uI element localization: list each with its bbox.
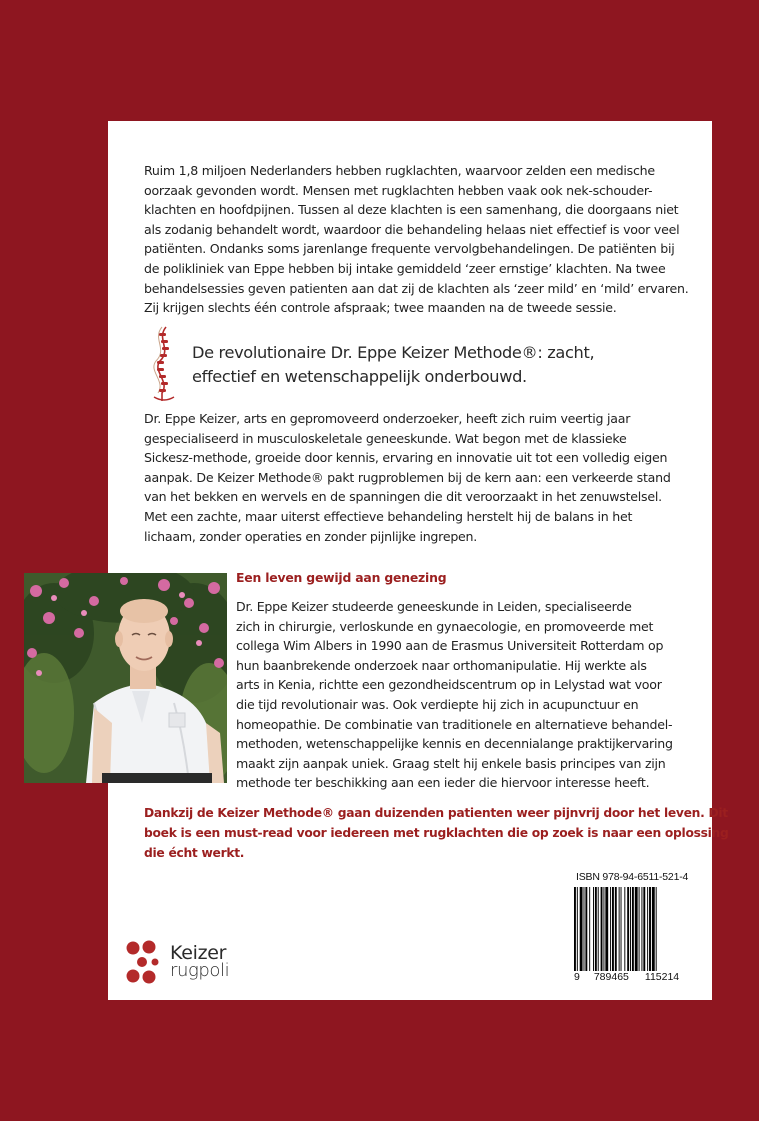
spine-icon [148,325,180,405]
barcode-bar [656,887,657,975]
bio-heading: Een leven gewijd aan genezing [236,570,447,585]
bio-line: methoden, wetenschappelijke kennis en decennialange praktijkervaring [236,736,673,752]
barcode-bar [612,887,614,975]
intro-line: als zodanig behandelt wordt, waardoor die behandeling helaas niet effectief is voor veel [144,221,680,237]
barcode-bar [574,887,576,975]
barcode-bar [649,887,651,975]
bio-line: hun baanbrekende onderzoek naar orthomanipulatie. Hij werkte als [236,657,647,673]
barcode-digits-left: 789465 [593,971,629,983]
barcode-bar [585,887,587,975]
quote-line: De revolutionaire Dr. Eppe Keizer Methode®: zacht, [192,343,595,362]
barcode-bar [580,887,583,975]
barcode-bar [595,887,597,975]
barcode-bar [630,887,631,975]
barcode-bar [593,887,594,975]
barcode-bar [615,887,617,975]
intro-line: Ruim 1,8 miljoen Nederlanders hebben rugklachten, waarvoor zelden een medische [144,163,655,178]
barcode-bar [603,887,604,975]
intro-line: de polikliniek van Eppe hebben bij intake gemiddeld ‘zeer ernstige’ klachten. Na twee [144,260,666,276]
white-text-panel [108,121,729,1000]
method-paragraph [144,409,671,546]
intro-line: behandelsessies geven patienten aan dat zij de klachten als ‘zeer mild’ en ‘mild’ ervaren. [144,280,689,296]
logo-sub: rugpoli [170,960,230,981]
barcode-bar [652,887,655,975]
keizer-rugpoli-logo [124,939,284,987]
intro-paragraph [144,161,688,318]
barcode-digits [574,971,684,983]
bio-line: arts in Kenia, richtte een gezondheidscentrum op in Lelystad wat voor [236,677,662,693]
method-line: Met een zachte, maar uiterst effectieve behandeling herstelt hij de balans in het [144,508,633,524]
method-line: aanpak. De Keizer Methode® pakt rugproblemen bij de kern aan: een verkeerde stand [144,469,671,485]
method-line: gespecialiseerd in musculoskeletale geneeskunde. Wat begon met de klassieke [144,430,627,446]
barcode-digits-right: 115214 [644,971,680,983]
closing-line: die écht werkt. [144,846,245,860]
barcode-bar [621,887,622,975]
logo-name: Keizer [170,942,227,964]
bio-line: Dr. Eppe Keizer studeerde geneeskunde in Leiden, specialiseerde [236,599,632,614]
bio-line: methode ter beschikking aan een ieder die hiervoor interesse heeft. [236,775,650,791]
method-line: Sickesz-methode, groeide door kennis, ervaring en innovatie uit tot een volledig eigen [144,450,668,466]
bio-line: zich in chirurgie, verloskunde en gynaecologie, en promoveerde met [236,618,654,634]
method-line: Dr. Eppe Keizer, arts en gepromoveerd onderzoeker, heeft zich ruim veertig jaar [144,411,631,426]
barcode-bar [647,887,648,975]
barcode-bar [589,887,590,975]
closing-statement [144,803,729,863]
barcode-bar [632,887,634,975]
intro-line: patiënten. Ondanks soms jarenlange frequente vervolgbehandelingen. De patiënten bij [144,241,675,257]
barcode-bar [627,887,629,975]
intro-line: Zij krijgen slechts één controle afspraak; twee maanden na de tweede sessie. [144,300,617,316]
bio-line: maakt zijn aanpak uniek. Graag stelt hij enkele basis principes van zijn [236,755,666,771]
barcode-digit-first: 9 [574,971,580,983]
bio-line: collega Wim Albers in 1990 aan de Erasmus Universiteit Rotterdam op [236,638,664,654]
isbn-label: ISBN 978-94-6511-521-4 [576,871,689,883]
barcode-bar [624,887,625,975]
barcode-bar [610,887,611,975]
intro-line: klachten en hoofdpijnen. Tussen al deze klachten is een samenhang, die doorgaans niet [144,202,679,218]
method-line: van het bekken en wervels en de spanningen die dit veroorzaakt in het zenuwstelsel. [144,489,662,505]
method-quote [192,341,594,389]
method-line: lichaam, zonder operaties en zonder pijnlijke ingrepen. [144,528,478,544]
barcode-bar [584,887,585,975]
bio-paragraph [236,597,673,793]
closing-line: Dankzij de Keizer Methode® gaan duizenden patienten weer pijnvrij door het leven. Dit [144,806,728,820]
barcode-bar [598,887,599,975]
closing-line: boek is een must-read voor iedereen met rugklachten die op zoek is naar een oplossing [144,826,729,840]
barcode-bar [577,887,578,975]
bio-line: die tijd revolutionair was. Ook verdiepte hij zich in acupunctuur en [236,696,639,712]
quote-line: effectief en wetenschappelijk onderbouwd. [192,367,527,386]
barcode-bar [601,887,603,975]
barcode-bar [641,887,642,975]
author-photo-illustration [24,573,227,783]
barcode-bar [619,887,620,975]
barcode-bar [639,887,640,975]
barcode-bar [643,887,645,975]
intro-line: oorzaak gevonden wordt. Mensen met rugklachten hebben vaak ook nek-schouder- [144,182,653,198]
author-photo [24,573,227,783]
bio-line: homeopathie. De combinatie van traditionele en alternatieve behandel- [236,716,673,732]
barcode-bar [605,887,608,975]
barcode-bar [635,887,638,975]
logo-mark-icon [124,939,166,985]
